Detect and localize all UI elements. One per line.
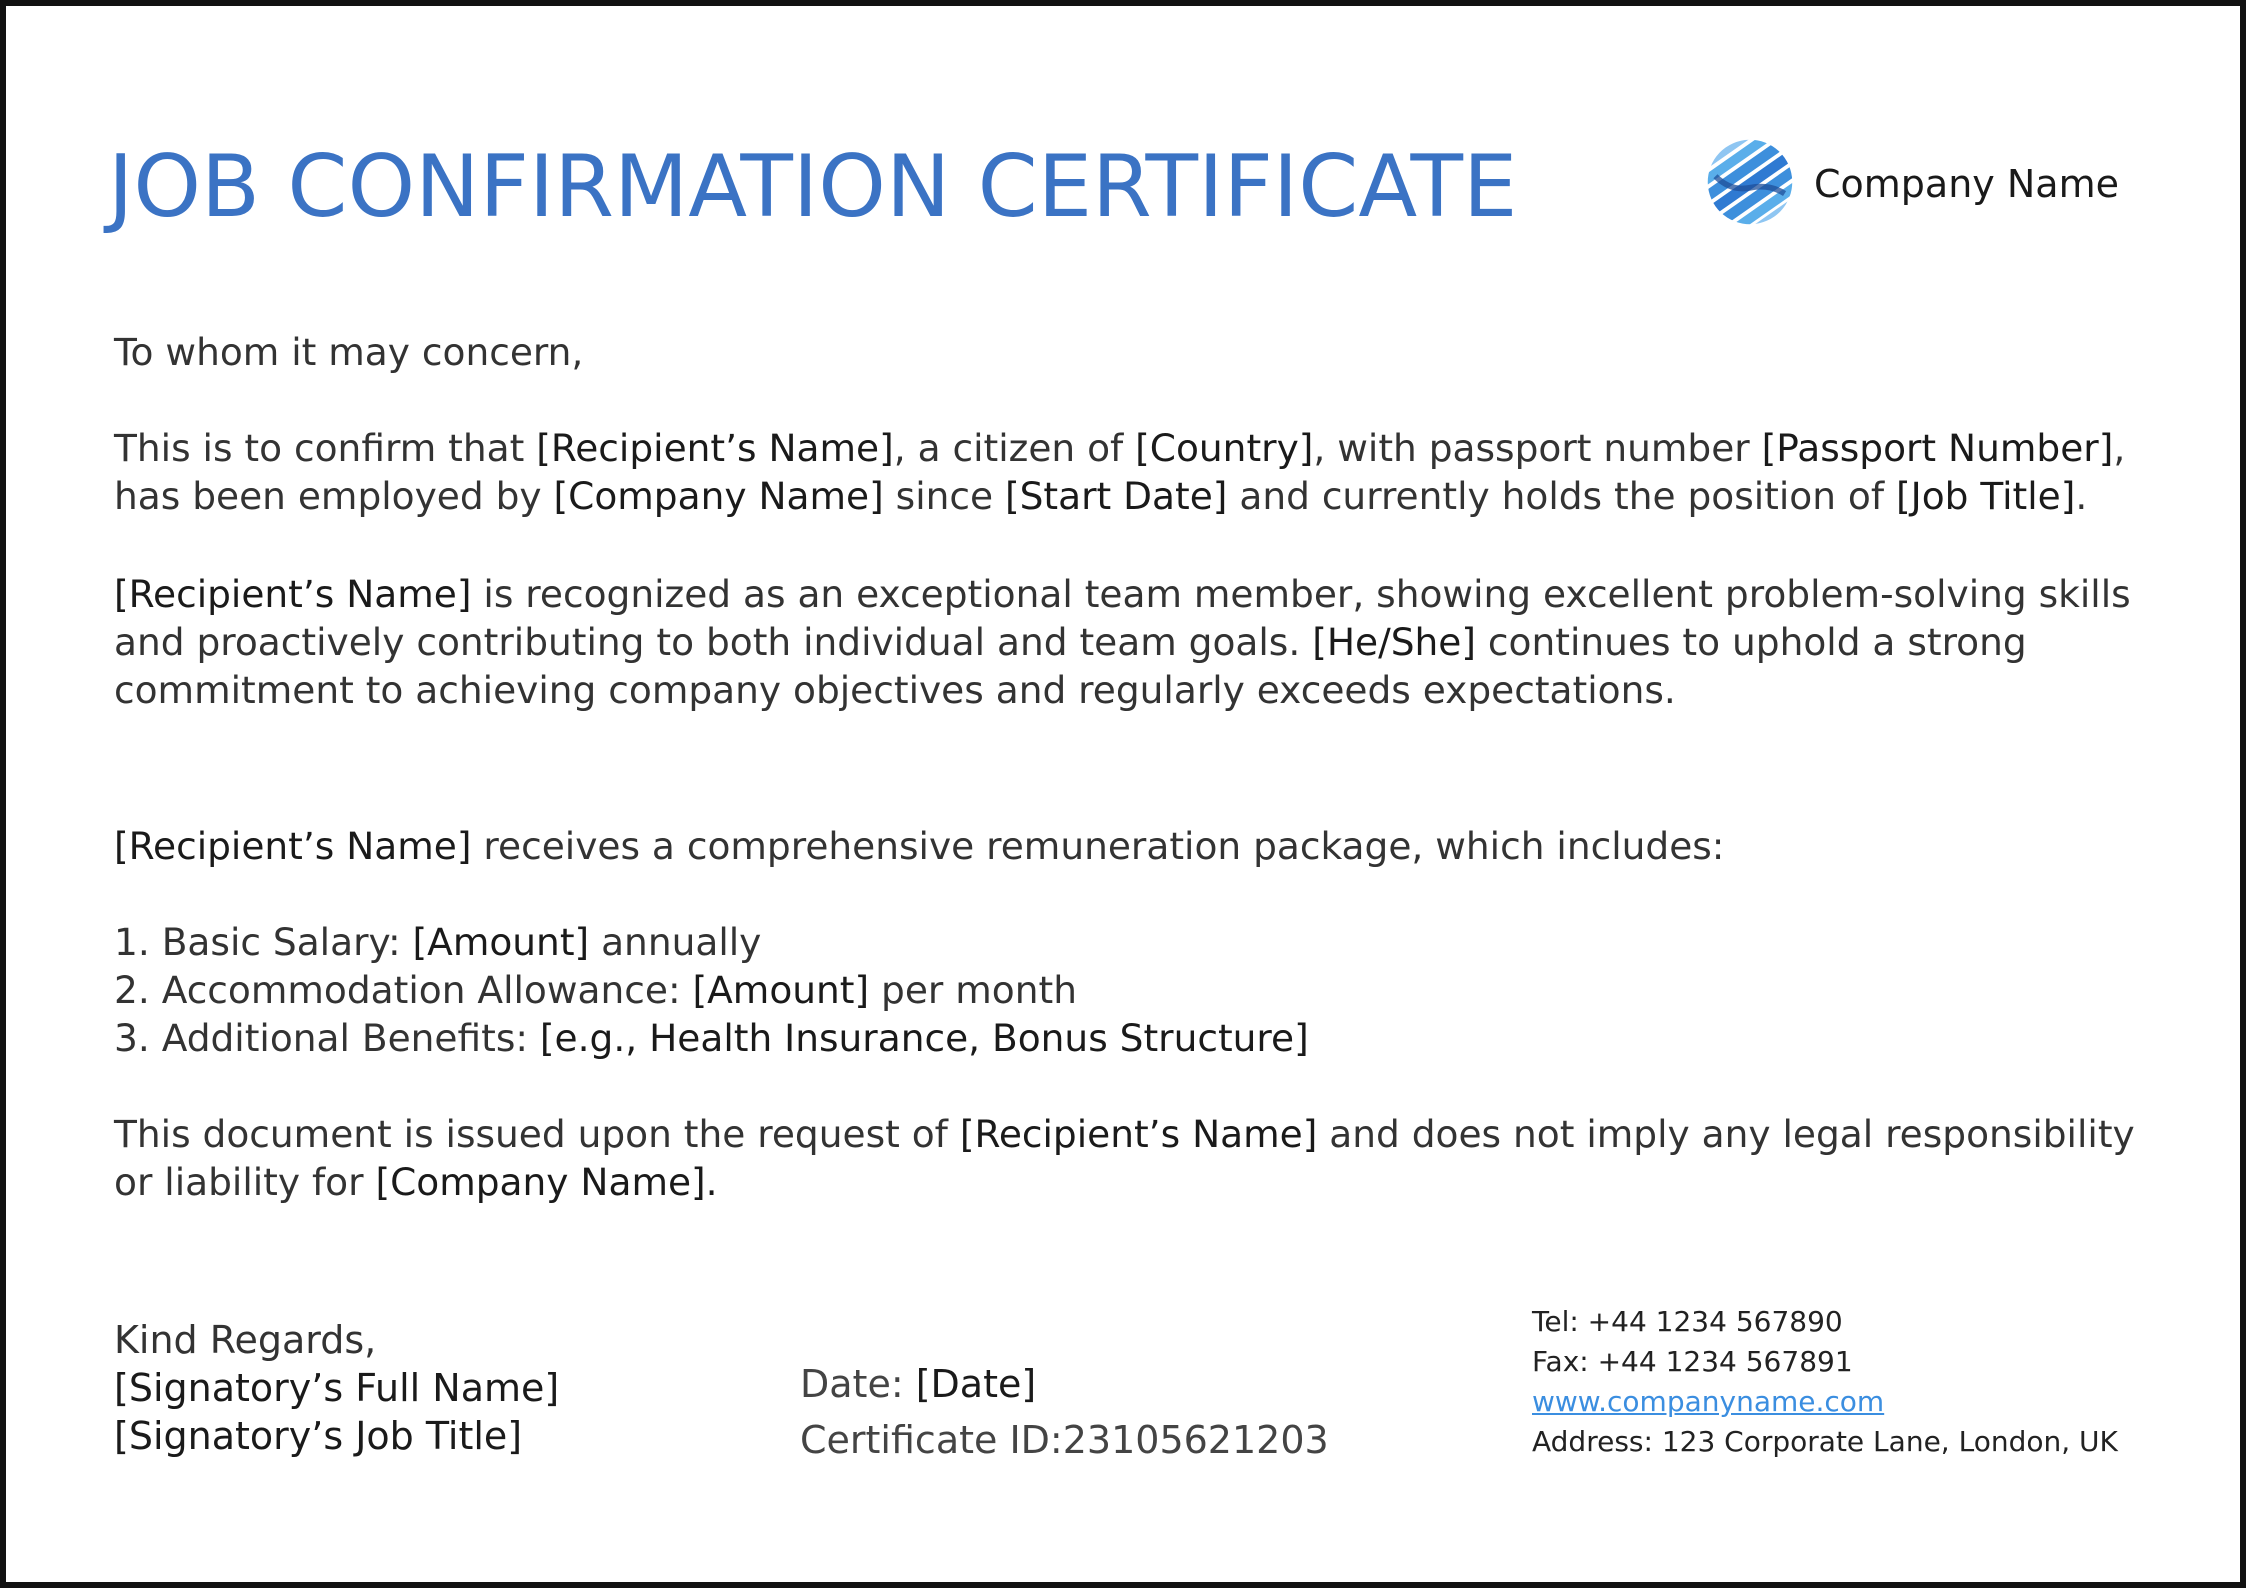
list-item xyxy=(114,966,2144,1014)
placeholder-recipient-name: [Recipient’s Name] xyxy=(959,1112,1318,1156)
placeholder-company-name: [Company Name]. xyxy=(375,1160,718,1204)
text: since xyxy=(883,474,1005,518)
paragraph-remuneration xyxy=(114,822,2144,870)
date-line xyxy=(800,1356,1329,1412)
company-name-logo-text: Company Name xyxy=(1814,162,2119,206)
text: and proactively contributing to both individual and team goals. xyxy=(114,620,1313,664)
contact-fax: Fax: +44 1234 567891 xyxy=(1532,1345,1853,1378)
benefit-suffix: annually xyxy=(589,920,762,964)
paragraph-disclaimer xyxy=(114,1110,2144,1206)
paragraph-confirmation xyxy=(114,424,2144,520)
text: is recognized as an exceptional team member, showing excellent problem-solving skills xyxy=(471,572,2131,616)
date-label: Date: xyxy=(800,1362,916,1406)
placeholder-date: [Date] xyxy=(915,1362,1037,1406)
contact-tel: Tel: +44 1234 567890 xyxy=(1532,1305,1843,1338)
text: and does not imply any legal responsibility xyxy=(1317,1112,2135,1156)
placeholder-company-name: [Company Name] xyxy=(553,474,884,518)
paragraph-recognition xyxy=(114,570,2144,714)
benefit-label: 1. Basic Salary: xyxy=(114,920,413,964)
placeholder-recipient-name: [Recipient’s Name] xyxy=(114,572,472,616)
text: continues to uphold a strong xyxy=(1476,620,2027,664)
text: receives a comprehensive remuneration package, which includes: xyxy=(471,824,1725,868)
text: . xyxy=(2075,474,2088,518)
text: , xyxy=(2113,426,2126,470)
benefit-label: 2. Accommodation Allowance: xyxy=(114,968,693,1012)
date-block xyxy=(800,1356,1329,1468)
closing: Kind Regards, xyxy=(114,1318,377,1362)
placeholder-amount: [Amount] xyxy=(692,968,870,1012)
placeholder-passport-number: [Passport Number] xyxy=(1761,426,2114,470)
benefit-suffix: per month xyxy=(869,968,1077,1012)
salutation: To whom it may concern, xyxy=(114,330,584,374)
company-brand xyxy=(1702,134,2119,234)
placeholder-job-title: [Job Title] xyxy=(1896,474,2076,518)
certificate-id: Certificate ID:23105621203 xyxy=(800,1418,1329,1462)
benefits-list xyxy=(114,918,2144,1062)
website-link[interactable]: www.companyname.com xyxy=(1532,1385,1885,1418)
page-title: JOB CONFIRMATION CERTIFICATE xyxy=(108,137,1518,237)
placeholder-start-date: [Start Date] xyxy=(1005,474,1228,518)
text: and currently holds the position of xyxy=(1227,474,1896,518)
contact-block xyxy=(1532,1302,2118,1462)
text: or liability for xyxy=(114,1160,376,1204)
placeholder-recipient-name: [Recipient’s Name] xyxy=(536,426,894,470)
list-item xyxy=(114,1014,2144,1062)
text: , a citizen of xyxy=(893,426,1136,470)
placeholder-pronoun: [He/She] xyxy=(1312,620,1476,664)
signatory-title: [Signatory’s Job Title] xyxy=(114,1414,523,1458)
contact-address: Address: 123 Corporate Lane, London, UK xyxy=(1532,1425,2118,1458)
benefit-label: 3. Additional Benefits: xyxy=(114,1016,540,1060)
placeholder-amount: [Amount] xyxy=(412,920,590,964)
text: commitment to achieving company objectives and regularly exceeds expectations. xyxy=(114,668,1676,712)
text: , with passport number xyxy=(1313,426,1762,470)
placeholder-benefits: [e.g., Health Insurance, Bonus Structure] xyxy=(539,1016,1309,1060)
signatory-name: [Signatory’s Full Name] xyxy=(114,1366,560,1410)
list-item xyxy=(114,918,2144,966)
signoff-block xyxy=(114,1316,559,1460)
placeholder-recipient-name: [Recipient’s Name] xyxy=(114,824,472,868)
text: This is to confirm that xyxy=(114,426,537,470)
placeholder-country: [Country] xyxy=(1135,426,1314,470)
text: has been employed by xyxy=(114,474,554,518)
text: This document is issued upon the request of xyxy=(114,1112,960,1156)
striped-sphere-logo-icon xyxy=(1702,134,1798,234)
